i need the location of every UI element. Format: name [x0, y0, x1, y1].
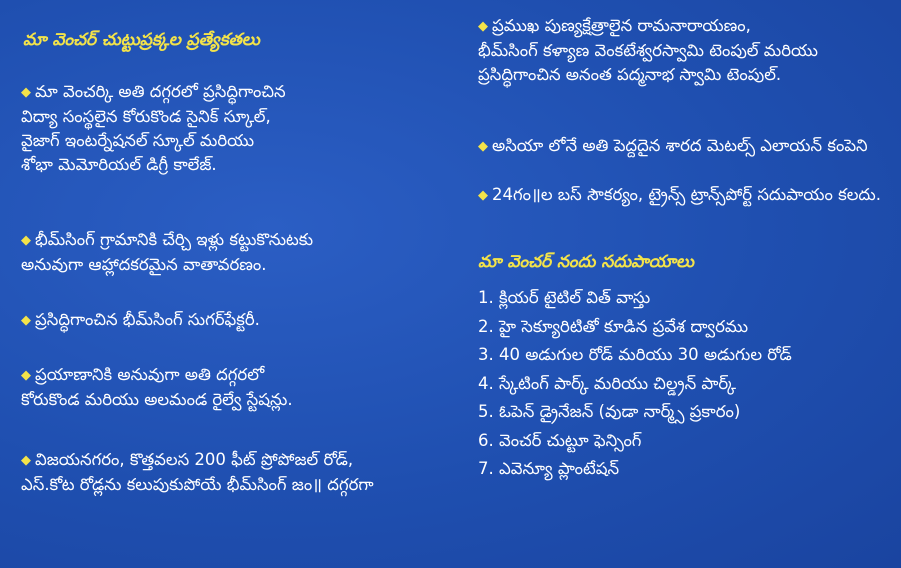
bullet-text: ప్రసిద్ధిగాంచిన అనంత పద్మనాభ స్వామి టెంపుల్.	[478, 65, 782, 84]
list-item: 6. వెంచర్ చుట్టూ ఫెన్సింగ్	[478, 430, 642, 450]
bullet-text: ప్రయాణానికి అనువుగా అతి దగ్గరలో	[35, 365, 265, 384]
list-item: 2. హై సెక్యూరిటితో కూడిన ప్రవేశ ద్వారము	[478, 316, 749, 336]
bullet-text: విజయనగరం, కొత్తవలస 200 ఫీట్ ప్రోపోజల్ రోడ్,	[35, 450, 354, 469]
feature-bullet-8	[478, 183, 881, 208]
list-item: 5. ఓపెన్ డ్రైనేజన్ (వుడా నార్మ్స్ ప్రకారం)	[478, 402, 741, 421]
feature-bullet-3	[21, 308, 260, 333]
bullet-text: 24గం॥ల బస్ సౌకర్యం, ట్రైన్స్ ట్రాన్స్‌పోర్ట్ సదుపాయం కలదు.	[492, 185, 882, 204]
diamond-bullet-icon: ◆	[478, 188, 488, 203]
bullet-text: భీమ్‌సింగ్ కళ్యాణ వెంకటేశ్వరస్వామి టెంపుల్ మరియు	[478, 41, 818, 60]
feature-bullet-2	[21, 228, 313, 277]
amenities-heading: మా వెంచర్ నందు సదుపాయాలు	[478, 252, 694, 272]
amenities-list	[478, 284, 792, 484]
diamond-bullet-icon: ◆	[21, 233, 31, 248]
bullet-text: కోరుకొండ మరియు అలమండ రైల్వే స్టేషన్లు.	[21, 390, 293, 409]
diamond-bullet-icon: ◆	[478, 19, 488, 34]
feature-bullet-6	[478, 14, 818, 87]
bullet-text: ప్రసిద్ధిగాంచిన భీమ్‌సింగ్ సుగర్‌ఫేక్టరీ.	[35, 310, 260, 329]
diamond-bullet-icon: ◆	[21, 368, 31, 383]
bullet-text: శోభా మెమోరియల్ డిగ్రీ కాలేజ్.	[21, 155, 217, 174]
feature-bullet-4	[21, 363, 293, 412]
feature-bullet-7	[478, 134, 868, 159]
feature-bullet-1	[21, 80, 286, 177]
bullet-text: అనువుగా ఆహ్లాదకరమైన వాతావరణం.	[21, 255, 267, 274]
diamond-bullet-icon: ◆	[21, 453, 31, 468]
features-heading: మా వెంచర్ చుట్టుప్రక్కల ప్రత్యేకతలు	[23, 30, 260, 50]
diamond-bullet-icon: ◆	[478, 139, 488, 154]
bullet-text: భీమ్‌సింగ్ గ్రామానికి చేర్చి ఇళ్లు కట్టుకొనుటకు	[35, 230, 314, 249]
list-item: 4. స్కేటింగ్ పార్క్ మరియు చిల్డ్రన్ పార్క్	[478, 373, 736, 393]
list-item: 7. ఎవెన్యూ ప్లాంటేషన్	[478, 459, 620, 478]
list-item: 3. 40 అడుగుల రోడ్ మరియు 30 అడుగుల రోడ్	[478, 345, 792, 364]
diamond-bullet-icon: ◆	[21, 313, 31, 328]
bullet-text: మా వెంచర్కి అతి దగ్గరలో ప్రసిద్ధిగాంచిన	[35, 82, 286, 101]
bullet-text: అసియా లోనే అతి పెద్దదైన శారద మెటల్స్ ఎలాయన్ కంపెని	[492, 136, 868, 155]
bullet-text: ఎస్.కోట రోడ్లను కలుపుకుపోయే భీమ్‌సింగ్ జం॥ దగ్గరగా	[21, 475, 374, 494]
bullet-text: వైజాగ్ ఇంటర్నేషనల్ స్కూల్ మరియు	[21, 131, 255, 150]
bullet-text: ప్రముఖ పుణ్యక్షేత్రాలైన రామనారాయణం,	[492, 16, 751, 35]
diamond-bullet-icon: ◆	[21, 85, 31, 100]
bullet-text: విద్యా సంస్థలైన కోరుకొండ సైనిక్ స్కూల్,	[21, 107, 271, 126]
list-item: 1. క్లియర్ టైటిల్ విత్ వాస్తు	[478, 288, 651, 307]
feature-bullet-5	[21, 448, 374, 497]
